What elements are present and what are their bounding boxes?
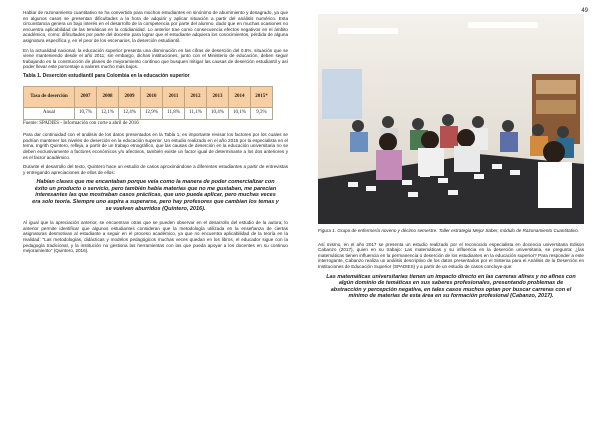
value-cell: 10,1% [229,107,251,119]
left-paragraph-4: Durante el desarrollo del texto, Quintero hace un estudio de casos aproximándose a diferentes estudiantes a partir de entrevistas y entregando apreciaciones de ellos de ellos: [23,164,288,175]
value-cell: 12,4% [119,107,141,119]
year-cell: 2007 [75,86,97,107]
year-cell: 2012 [185,86,207,107]
page-number: 49 [581,8,588,14]
left-paragraph-3: Para dar continuidad con el análisis de los datos presentados en la Tabla 1, es importante revisar los factores por los cuales se podrían mantener los niveles de deserción en la educación superior. Un estudio realizado en el año 2016 por la especialista en el tema, Ingrith Quintero, refleja, a partir de un trabajo etnográfico, que las causas de deserción en la educación universitaria no se deben exclusivamente a factores económicos y/o afectivos, también existe un factor igual de determinante a los dos anteriores y es el factor académico. [23,132,288,160]
table-row-header: Tasa de deserción [24,86,75,107]
left-paragraph-1: Hablar de razonamiento cuantitativo se ha convertido para muchos estudiantes en sinónimo de aburrimiento y desagrado, ya que en algunos casos se presentan dificultades a la hora de adquirir y aplicar situación a partir del análisis numérico. Esta circunstancia genera un bajo interés en el desarrollo de la competencia por parte del alumno, dado que en muchas ocasiones no encuentra aplicabilidad de las temáticas en la cotidianidad. Lo anterior trae como consecuencia efectos negativos en el ámbito académico, como: dificultades por parte del docente para lograr que el estudiante adquiera los conocimientos, pérdida de alguna asignatura específica y, en el peor de los escenarios, la deserción estudiantil. [23,10,288,43]
dropout-table [23,86,273,120]
year-cell: 2008 [97,86,119,107]
value-cell: 11,1% [185,107,207,119]
table-source: Fuente: SPADIES - Información con corte a abril de 2016 [23,120,139,126]
table-header-row [24,86,273,107]
table-row [24,107,273,119]
left-column [23,10,288,258]
value-cell: 11,8% [163,107,185,119]
classroom-photo [318,14,584,224]
value-cell: 12,9% [141,107,163,119]
row-label: Anual [24,107,75,119]
classroom-photo-illustration [318,14,584,224]
left-paragraph-5: Al igual que la apreciación anterior, se encuentran otras que se pueden observar en el desarrollo del estudio de la autora; lo anterior permite identificar que algunos estudiantes consideran que la metodología utilizada en la enseñanza de ciertas asignaturas desmotivan al estudiante a seguir en el proceso académico, ya que no encuentra aplicabilidad de la teoría en la realidad: "Las metodologías, didácticas y modelos pedagógicos muchas veces quedan en los libros, el educador sigue con la pedagogía tradicional, y la institución no gestiona las herramientas con las que pueda apoyar a los docentes en su continuo mejoramiento" (Quintero, 2016). [23,220,288,254]
year-cell: 2010 [141,86,163,107]
right-column [318,14,584,308]
figure-caption: Figura 1. Grupo de enfermería noveno y décimo semestre. Taller estrategia Mejor Saber, módulo de Razonamiento Cuantitativo. [318,228,580,233]
value-cell: 10,7% [75,107,97,119]
value-cell: 10,4% [207,107,229,119]
value-cell: 9,3% [251,107,273,119]
value-cell: 12,1% [97,107,119,119]
right-paragraph-1: Así mismo, en el año 2017 se presenta un estudio realizado por el reconocido especialista en docencia universitaria Edison Cabanzo (2017), quien en su trabajo: Las matemáticas y su influencia en la deserción universitaria, se pregunta: ¿las matemáticas tienen influencia en la permanencia o deserción de los estudiantes en la educación superior? Para responder a este interrogante, Cabanzo realiza un análisis descriptivo de los datos presentados por el Sistema para el Análisis de la Deserción en Instituciones de Educación Superior (SPADIES) y a partir de un estudio de casos concluye que: [318,241,584,269]
year-cell: 2015* [251,86,273,107]
left-block-quote: Habían clases que me encantaban porque veía como la manera de poder comercializar con éxito un producto o servicio, pero también había materias que no me gustaban, me parecían interesantes las que mostraban casos prácticas, que uno pueda aplicar, pero muchas veces era solo teoría. Siempre uno aspira a superarse, pero hay profesores que cambian los temas y se vuelven aburridos (Quintero, 2016). [32,179,279,212]
left-paragraph-2: En la actualidad nacional, la educación superior presenta una disminución en las cifras de deserción del 0.8%, situación que se viene manteniendo desde el año 2011; sin embargo, dichas instituciones, junto con el Ministerio de educación, deben seguir trabajando en la construcción de planes de mejoramiento continuo que busquen mitigar las causas de deserción estudiantil y así poder llevar este porcentaje a valores mucho más bajos. [23,47,288,70]
year-cell: 2014 [229,86,251,107]
year-cell: 2011 [163,86,185,107]
year-cell: 2013 [207,86,229,107]
year-cell: 2009 [119,86,141,107]
table-caption: Tabla 1. Deserción estudiantil para Colombia en la educación superior [23,72,190,79]
right-block-quote: Las matemáticas universitarias tienen un impacto directo en las carreras afines y no afines con algún dominio de temáticas en sus saberes profesionales, presentando problemas de abstracción y percepción negativa, en tales casos muchos optan por buscar carreras con el mínimo de materias de esta área en su formación profesional (Cabanzo, 2017). [326,273,576,300]
